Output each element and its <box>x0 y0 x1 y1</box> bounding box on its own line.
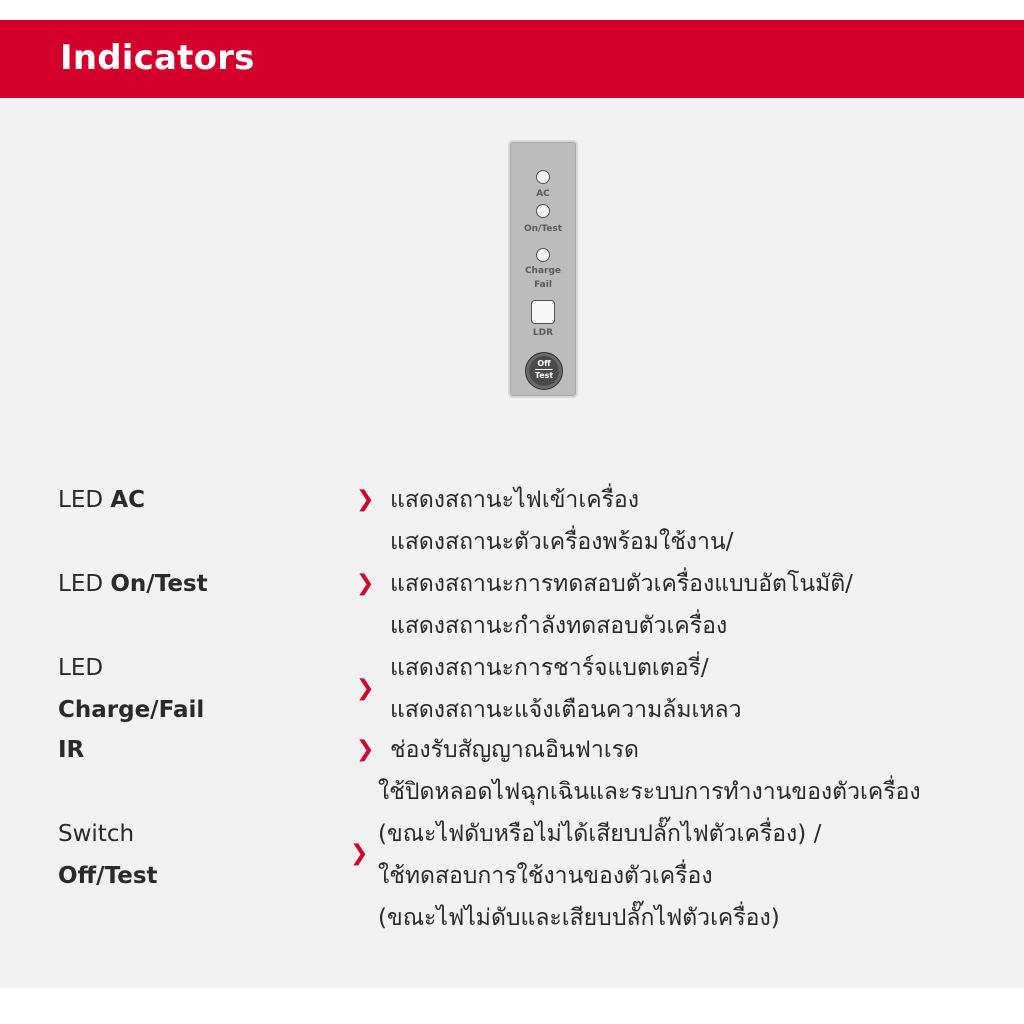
chevron-right-icon: ❯ <box>356 571 375 596</box>
chevron-right-icon: ❯ <box>356 487 375 512</box>
row-desc-line: แสดงสถานะการทดสอบตัวเครื่องแบบอัตโนมัติ/ <box>390 571 853 597</box>
row-desc-line: ช่องรับสัญญาณอินฟาเรด <box>390 737 639 763</box>
row-label-switch-name: Off/Test <box>58 863 158 889</box>
chevron-right-icon: ❯ <box>350 841 369 866</box>
row-label-led-on-test <box>58 570 208 598</box>
led-on-test-icon <box>536 204 550 218</box>
row-desc-line: ใช้ทดสอบการใช้งานของตัวเครื่อง <box>378 863 713 889</box>
row-desc-line: (ขณะไฟดับหรือไม่ได้เสียบปลั๊กไฟตัวเครื่อง) / <box>378 821 822 847</box>
row-label-ir: IR <box>58 737 85 763</box>
row-label-switch-prefix: Switch <box>58 821 135 847</box>
row-desc-line: แสดงสถานะกำลังทดสอบตัวเครื่อง <box>390 613 728 639</box>
section-header <box>0 20 1024 98</box>
row-label-prefix: LED <box>58 571 111 597</box>
ldr-label: LDR <box>532 328 554 338</box>
row-desc-line: (ขณะไฟไม่ดับและเสียบปลั๊กไฟตัวเครื่อง) <box>378 905 780 931</box>
row-label-prefix: LED <box>58 487 111 513</box>
led-on-test-label: On/Test <box>523 224 563 234</box>
chevron-right-icon: ❯ <box>356 737 375 762</box>
row-desc-line: แสดงสถานะแจ้งเตือนความล้มเหลว <box>390 697 742 723</box>
row-label-led-charge-name: Charge/Fail <box>58 697 205 723</box>
indicators-section <box>0 20 1024 988</box>
indicator-panel-illustration <box>508 140 578 398</box>
row-desc-line: ใช้ปิดหลอดไฟฉุกเฉินและระบบการทำงานของตัวเครื่อง <box>378 779 921 805</box>
off-test-switch-icon <box>525 352 563 390</box>
switch-divider <box>535 369 553 370</box>
led-charge-label: Charge <box>524 266 562 276</box>
row-label-led-ac <box>58 486 145 514</box>
row-desc-line: แสดงสถานะตัวเครื่องพร้อมใช้งาน/ <box>390 529 734 555</box>
led-ac-label: AC <box>536 189 550 199</box>
switch-off-label: Off <box>537 359 551 368</box>
led-charge-icon <box>536 248 550 262</box>
row-label-led-charge-prefix: LED <box>58 655 104 681</box>
chevron-right-icon: ❯ <box>356 676 375 701</box>
led-ac-icon <box>536 170 550 184</box>
row-desc-line: แสดงสถานะการชาร์จแบตเตอรี่/ <box>390 655 709 681</box>
row-label-name: AC <box>110 487 146 513</box>
led-fail-label: Fail <box>534 280 552 290</box>
row-desc-line: แสดงสถานะไฟเข้าเครื่อง <box>390 487 639 513</box>
section-title: Indicators <box>60 38 255 78</box>
switch-test-label: Test <box>534 371 554 380</box>
row-label-name: On/Test <box>110 571 208 597</box>
ldr-sensor-icon <box>531 300 555 324</box>
